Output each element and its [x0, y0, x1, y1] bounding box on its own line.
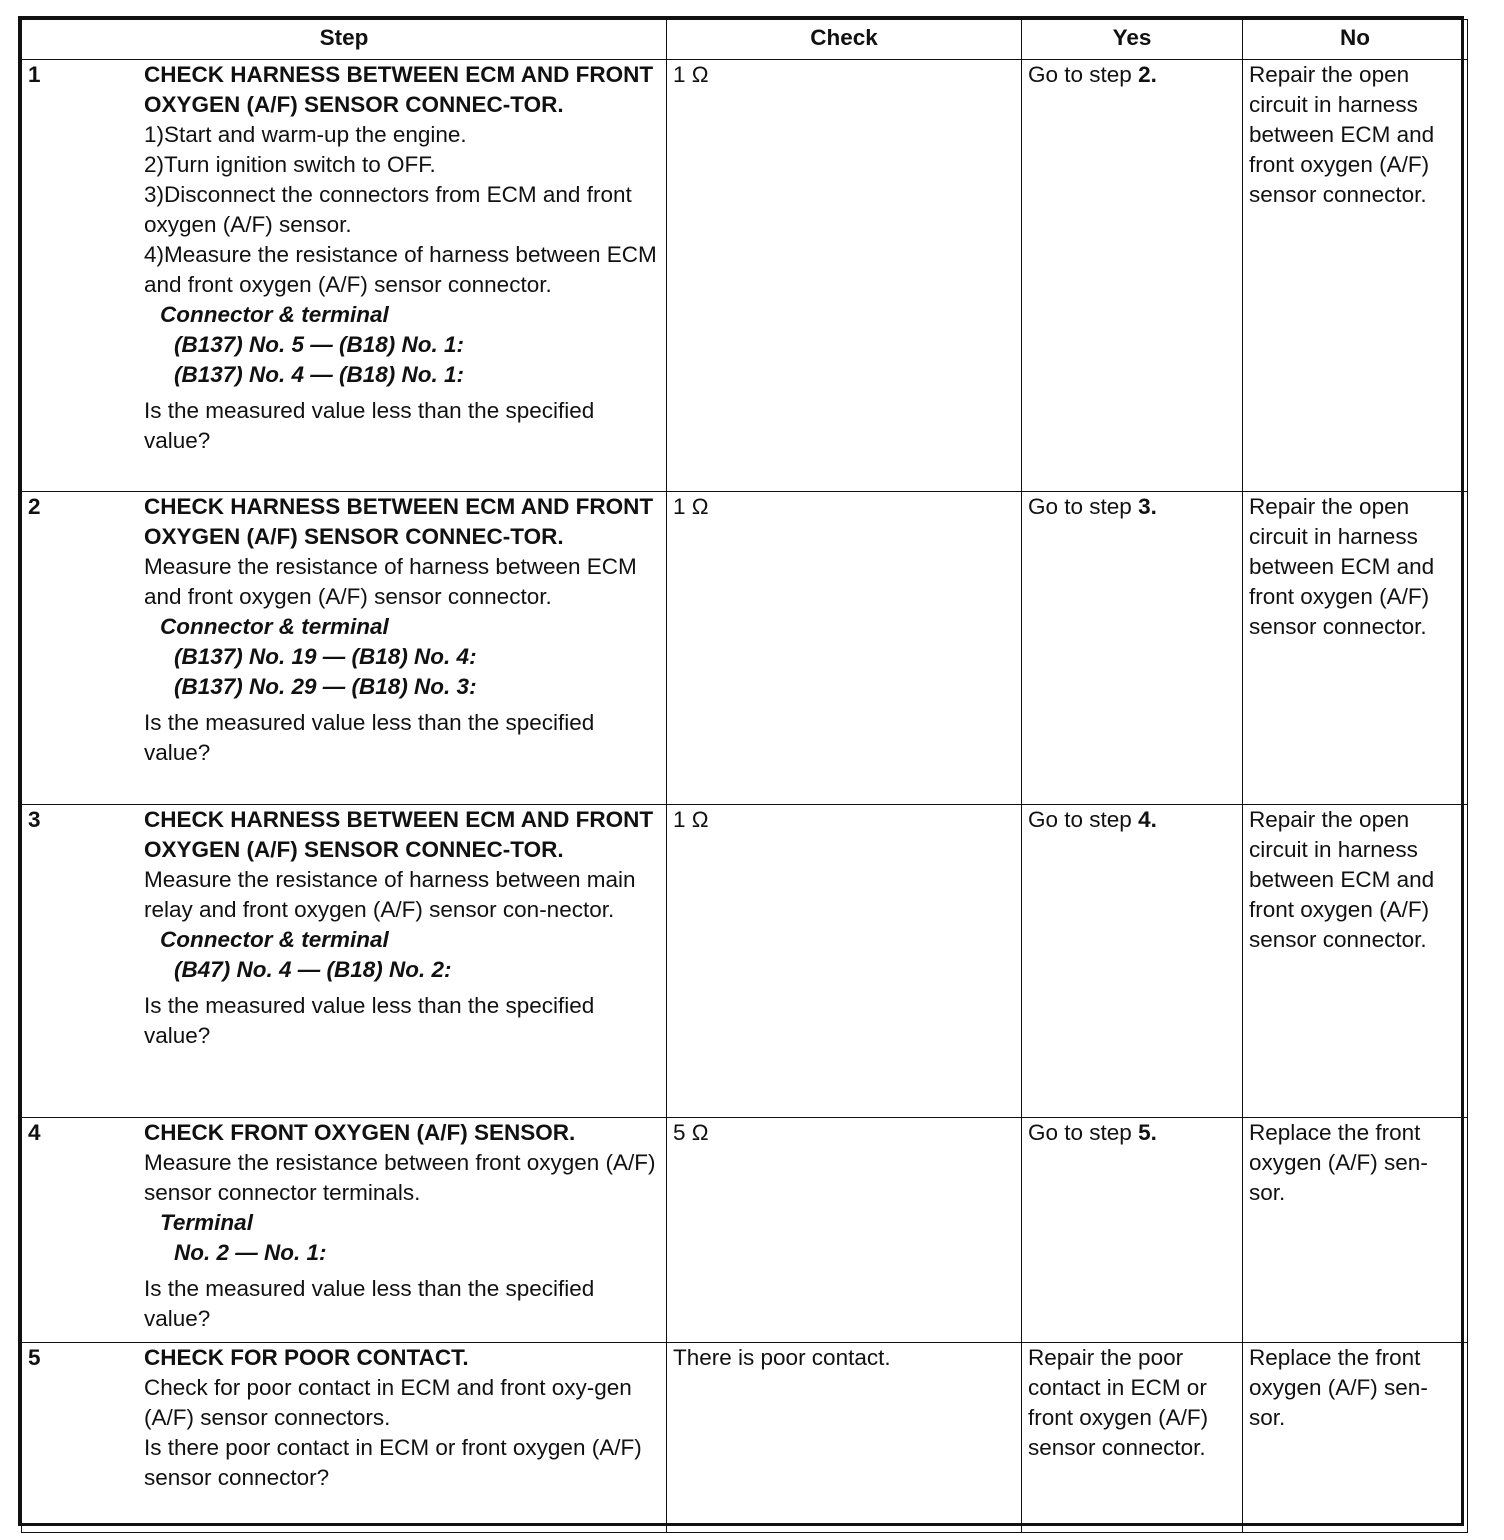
step-number: 4 [28, 1120, 41, 1145]
yes-text: Repair the poor contact in ECM or front oxygen (A/F) sensor connector. [1028, 1345, 1209, 1460]
connector-terminal-line: (B137) No. 19 — (B18) No. 4: [174, 644, 477, 669]
table-row [22, 492, 1468, 805]
connector-terminal-line: (B47) No. 4 — (B18) No. 2: [174, 957, 452, 982]
header-yes: Yes [1022, 20, 1243, 60]
yes-cell [1022, 492, 1243, 805]
no-cell: Replace the front oxygen (A/F) sen-sor. [1243, 1118, 1468, 1343]
connector-terminal-label: Connector & terminal [160, 302, 389, 327]
yes-step-link: 4. [1138, 807, 1157, 832]
step-instruction: Measure the resistance of harness between ECM and front oxygen (A/F) sensor connector. [144, 554, 637, 609]
connector-terminal-line: (B137) No. 29 — (B18) No. 3: [174, 674, 477, 699]
check-cell: 1 Ω [667, 492, 1022, 805]
step-cell [22, 805, 667, 1118]
step-instruction: Measure the resistance between front oxygen (A/F) sensor connector terminals. [144, 1150, 656, 1205]
step-title: CHECK FRONT OXYGEN (A/F) SENSOR. [144, 1120, 576, 1145]
step-cell [22, 60, 667, 492]
yes-cell [1022, 60, 1243, 492]
step-title: CHECK HARNESS BETWEEN ECM AND FRONT OXYGEN (A/F) SENSOR CONNEC-TOR. [144, 62, 654, 117]
yes-text: Go to step [1028, 1120, 1139, 1145]
connector-terminal-label: Connector & terminal [160, 614, 389, 639]
step-number: 5 [28, 1345, 41, 1370]
no-cell: Repair the open circuit in harness between ECM and front oxygen (A/F) sensor connector. [1243, 60, 1468, 492]
yes-cell [1022, 805, 1243, 1118]
check-cell: There is poor contact. [667, 1343, 1022, 1533]
step-body [144, 60, 666, 464]
step-instruction: Measure the resistance of harness between main relay and front oxygen (A/F) sensor con-nector. [144, 867, 636, 922]
step-cell [22, 1118, 667, 1343]
diagnostic-table [21, 19, 1468, 1533]
header-step: Step [22, 20, 667, 60]
yes-step-link: 3. [1138, 494, 1157, 519]
step-number: 3 [28, 807, 41, 832]
step-title: CHECK HARNESS BETWEEN ECM AND FRONT OXYGEN (A/F) SENSOR CONNEC-TOR. [144, 494, 654, 549]
step-question: Is the measured value less than the specified value? [144, 710, 595, 765]
step-instruction: Check for poor contact in ECM and front oxy-gen (A/F) sensor connectors. [144, 1375, 632, 1430]
yes-text: Go to step [1028, 62, 1139, 87]
step-title: CHECK FOR POOR CONTACT. [144, 1345, 469, 1370]
check-cell: 5 Ω [667, 1118, 1022, 1343]
check-cell: 1 Ω [667, 805, 1022, 1118]
yes-text: Go to step [1028, 807, 1139, 832]
no-cell: Replace the front oxygen (A/F) sen-sor. [1243, 1343, 1468, 1533]
header-no: No [1243, 20, 1468, 60]
connector-terminal-label: Connector & terminal [160, 927, 389, 952]
step-question: Is the measured value less than the specified value? [144, 398, 595, 453]
connector-terminal-line: (B137) No. 4 — (B18) No. 1: [174, 362, 465, 387]
step-body [144, 492, 666, 776]
table-row [22, 60, 1468, 492]
check-cell: 1 Ω [667, 60, 1022, 492]
step-title: CHECK HARNESS BETWEEN ECM AND FRONT OXYGEN (A/F) SENSOR CONNEC-TOR. [144, 807, 654, 862]
yes-step-link: 5. [1138, 1120, 1157, 1145]
step-cell [22, 1343, 667, 1533]
step-body [144, 805, 666, 1059]
diagnostic-table-page [18, 16, 1464, 1526]
yes-step-link: 2. [1138, 62, 1157, 87]
step-number: 2 [28, 494, 41, 519]
step-instruction: 3)Disconnect the connectors from ECM and front oxygen (A/F) sensor. [144, 182, 632, 237]
no-cell: Repair the open circuit in harness between ECM and front oxygen (A/F) sensor connector. [1243, 805, 1468, 1118]
connector-terminal-label: Terminal [160, 1210, 253, 1235]
table-row [22, 1343, 1468, 1533]
step-number: 1 [28, 62, 41, 87]
yes-cell [1022, 1118, 1243, 1343]
yes-cell [1022, 1343, 1243, 1533]
step-instruction: 4)Measure the resistance of harness between ECM and front oxygen (A/F) sensor connector. [144, 242, 657, 297]
connector-terminal-line: (B137) No. 5 — (B18) No. 1: [174, 332, 465, 357]
yes-text: Go to step [1028, 494, 1139, 519]
table-row [22, 805, 1468, 1118]
header-check: Check [667, 20, 1022, 60]
connector-terminal-line: No. 2 — No. 1: [174, 1240, 327, 1265]
step-cell [22, 492, 667, 805]
step-body [144, 1343, 666, 1501]
step-instruction: 2)Turn ignition switch to OFF. [144, 152, 436, 177]
no-cell: Repair the open circuit in harness between ECM and front oxygen (A/F) sensor connector. [1243, 492, 1468, 805]
step-question: Is the measured value less than the specified value? [144, 993, 595, 1048]
table-row [22, 1118, 1468, 1343]
step-instruction: Is there poor contact in ECM or front oxygen (A/F) sensor connector? [144, 1435, 642, 1490]
header-row [22, 20, 1468, 60]
step-instruction: 1)Start and warm-up the engine. [144, 122, 467, 147]
step-body [144, 1118, 666, 1342]
step-question: Is the measured value less than the specified value? [144, 1276, 595, 1331]
